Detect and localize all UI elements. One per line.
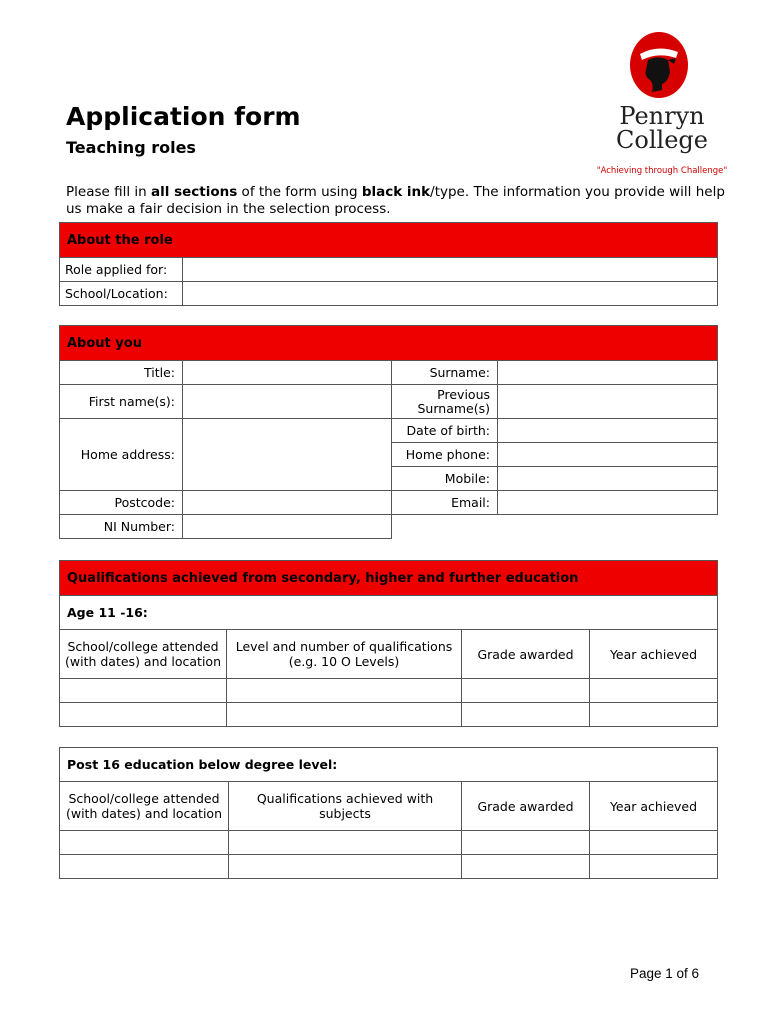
table-cell[interactable] bbox=[229, 855, 462, 879]
mobile-field[interactable] bbox=[498, 467, 718, 491]
page-subtitle: Teaching roles bbox=[66, 138, 196, 157]
intro-bold-2: black ink bbox=[361, 184, 431, 200]
empty-cell bbox=[392, 515, 718, 539]
intro-bold-1: all sections bbox=[151, 184, 238, 200]
table-cell[interactable] bbox=[462, 855, 590, 879]
table-row bbox=[60, 703, 718, 727]
col-header-qualifications: Qualifications achieved with subjects bbox=[229, 782, 462, 831]
col-header-grade: Grade awarded bbox=[462, 782, 590, 831]
qualifications-table bbox=[59, 560, 718, 727]
table-row bbox=[60, 855, 718, 879]
qualifications-heading: Qualifications achieved from secondary, higher and further education bbox=[60, 561, 718, 596]
table-cell[interactable] bbox=[590, 703, 718, 727]
about-role-heading: About the role bbox=[60, 223, 718, 258]
ni-number-field[interactable] bbox=[183, 515, 392, 539]
school-location-field[interactable] bbox=[183, 282, 718, 306]
table-cell[interactable] bbox=[227, 679, 462, 703]
col-header-school: School/college attended (with dates) and location bbox=[60, 630, 227, 679]
about-you-table bbox=[59, 325, 718, 539]
email-label: Email: bbox=[392, 491, 498, 515]
mobile-label: Mobile: bbox=[392, 467, 498, 491]
home-phone-field[interactable] bbox=[498, 443, 718, 467]
first-name-label: First name(s): bbox=[60, 385, 183, 419]
table-cell[interactable] bbox=[60, 703, 227, 727]
page-number: Page 1 of 6 bbox=[630, 966, 700, 981]
logo-name-line1: Penryn bbox=[619, 102, 705, 130]
table-cell[interactable] bbox=[60, 855, 229, 879]
about-you-heading: About you bbox=[60, 326, 718, 361]
table-cell[interactable] bbox=[60, 679, 227, 703]
home-address-field[interactable] bbox=[183, 419, 392, 491]
about-role-table bbox=[59, 222, 718, 306]
table-cell[interactable] bbox=[590, 679, 718, 703]
previous-surname-label: Previous Surname(s) bbox=[392, 385, 498, 419]
role-applied-label: Role applied for: bbox=[60, 258, 183, 282]
intro-text-1: Please fill in bbox=[66, 184, 151, 200]
postcode-field[interactable] bbox=[183, 491, 392, 515]
previous-surname-field[interactable] bbox=[498, 385, 718, 419]
table-cell[interactable] bbox=[60, 831, 229, 855]
surname-label: Surname: bbox=[392, 361, 498, 385]
table-cell[interactable] bbox=[462, 679, 590, 703]
col-header-grade: Grade awarded bbox=[462, 630, 590, 679]
col-header-level: Level and number of qualifications (e.g. 10 O Levels) bbox=[227, 630, 462, 679]
dob-field[interactable] bbox=[498, 419, 718, 443]
home-phone-label: Home phone: bbox=[392, 443, 498, 467]
table-cell[interactable] bbox=[590, 831, 718, 855]
col-header-year: Year achieved bbox=[590, 782, 718, 831]
intro-paragraph bbox=[66, 184, 726, 218]
email-field[interactable] bbox=[498, 491, 718, 515]
logo-name-line2: College bbox=[616, 126, 708, 154]
ni-number-label: NI Number: bbox=[60, 515, 183, 539]
intro-text-2: of the form using bbox=[237, 184, 362, 200]
age-11-16-label: Age 11 -16: bbox=[60, 596, 718, 630]
table-cell[interactable] bbox=[590, 855, 718, 879]
table-cell[interactable] bbox=[462, 831, 590, 855]
logo-emblem-icon bbox=[628, 30, 690, 100]
title-field[interactable] bbox=[183, 361, 392, 385]
logo-tagline: "Achieving through Challenge" bbox=[596, 166, 728, 176]
col-header-school: School/college attended (with dates) and location bbox=[60, 782, 229, 831]
dob-label: Date of birth: bbox=[392, 419, 498, 443]
post16-table bbox=[59, 747, 718, 879]
first-name-field[interactable] bbox=[183, 385, 392, 419]
college-logo bbox=[592, 30, 732, 180]
intro-text-3: /type. The information you provide will help us make a fair decision in the selection process. bbox=[66, 184, 725, 217]
school-location-label: School/Location: bbox=[60, 282, 183, 306]
post16-heading: Post 16 education below degree level: bbox=[60, 748, 718, 782]
title-label: Title: bbox=[60, 361, 183, 385]
table-cell[interactable] bbox=[462, 703, 590, 727]
table-row bbox=[60, 679, 718, 703]
surname-field[interactable] bbox=[498, 361, 718, 385]
home-address-label: Home address: bbox=[60, 419, 183, 491]
col-header-year: Year achieved bbox=[590, 630, 718, 679]
table-row bbox=[60, 831, 718, 855]
role-applied-field[interactable] bbox=[183, 258, 718, 282]
postcode-label: Postcode: bbox=[60, 491, 183, 515]
table-cell[interactable] bbox=[227, 703, 462, 727]
table-cell[interactable] bbox=[229, 831, 462, 855]
page-title: Application form bbox=[66, 102, 301, 131]
